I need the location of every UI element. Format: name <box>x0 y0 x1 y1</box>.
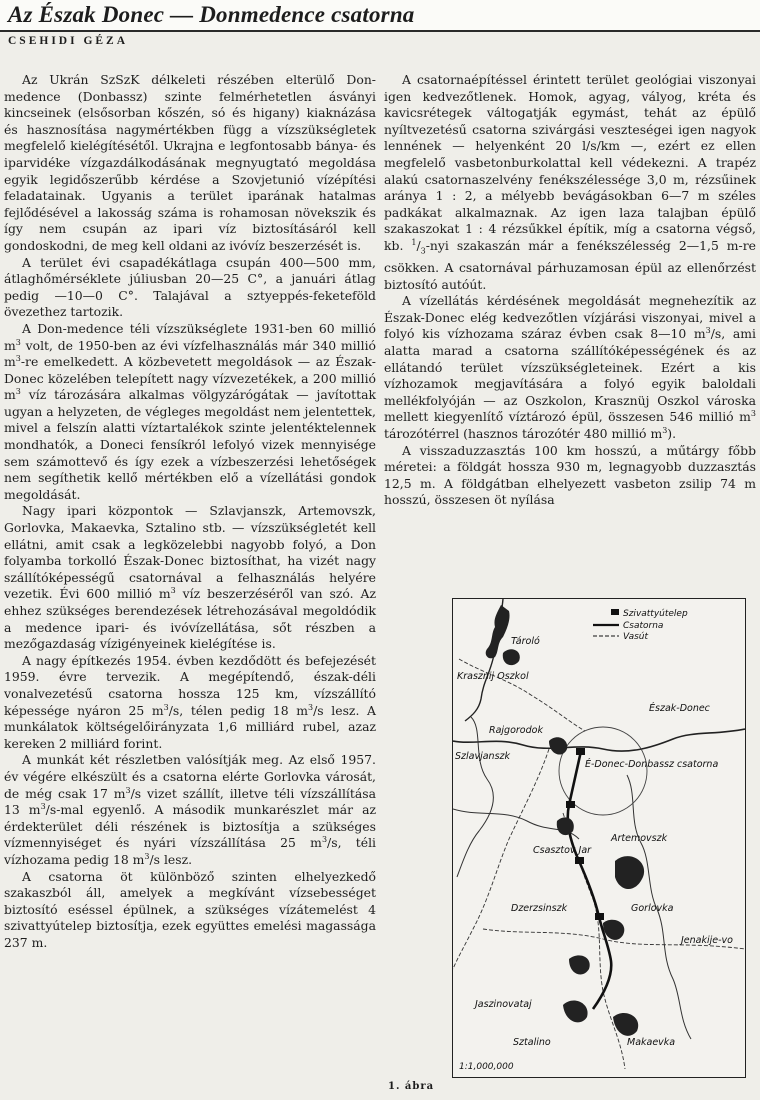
right-column <box>384 72 756 509</box>
canal-map <box>453 599 745 1077</box>
place-label: Dzerzsinszk <box>511 903 568 914</box>
article-title: Az Észak Donec — Donmedence csatorna <box>8 2 415 27</box>
place-label: Krasznij Oszkol <box>457 671 529 682</box>
legend-label: Szivattyútelep <box>623 609 688 619</box>
place-label: Tároló <box>511 636 540 647</box>
city-shape <box>563 1001 588 1023</box>
place-label: Jaszinovataj <box>475 999 532 1010</box>
paragraph: A Don-medence téli vízszükséglete 1931-ben 60 millió $m^3$ volt, de 1950-ben az évi vízfelhasználás már 340 millió $m^3-re$ emelkedett. A közbevetett megoldások — az Észak-Donec közelében telepített nagy vízvezetékek, a 200 millió $m^3$ víz tározására alkalmas völgyzárógátak — javítottak ugyan a helyzeten, de végleges megoldást nem jelentettek, mivel a felszín alatti víztartalékok szinte jelentéktelennek mondhatók, a Doneci fensíkról lefolyó vizek mennyisége sem számottevő és így ezek a vízbeszerzési lehetőségek nem segíthetik kellő mértékben elő a vízellátási gondok megoldását. <box>4 320 376 502</box>
pump-station-icon <box>576 748 585 755</box>
place-label: Makaevka <box>627 1037 676 1048</box>
pump-station-icon <box>595 913 604 920</box>
paragraph: A munkát két részletben valósítják meg. Az első 1957. év végére elkészült és a csatorna elérte Gorlovka városát, de még csak 17 $m^3/s$ vizet szállít, illetve téli vízszállítása 13 $m^3/s$-mal egyenlő. A második munkarészlet már az érdekterület déli részének is biztosítja a szükséges vízmennyiséget és nyári vízszállítása 25 $m^3/s$, téli vízhozama pedig 18 $m^3/s$ lesz. <box>4 752 376 867</box>
paragraph: A vízellátás kérdésének megoldását megnehezítik az Észak-Donec elég kedvezőtlen vízjárási viszonyai, mivel a folyó kis vízhozama száraz évben csak 8—10 $m^3/s$, ami alatta marad a csatorna szállítóképességének és az ellátandó terület vízszükségleteinek. Ezért a kis vízhozamok megjavítására a folyó egyik baloldali mellékfolyóján — az Oszkolon, Krasznüj Oszkol városka mellett kiegyenlítő víztározó épül, összesen 546 millió $m^3$ tározótérrel (hasznos tározótér 480 millió $m^3$). <box>384 293 756 441</box>
pump-station-icon <box>566 801 575 808</box>
city-shape <box>613 1013 638 1036</box>
figure-caption: 1. ábra <box>388 1081 435 1092</box>
pump-station-symbol <box>611 609 619 615</box>
left-column <box>4 72 376 951</box>
paragraph: A terület évi csapadékátlaga csupán 400—500 mm, átlaghőmérséklete júliusban 20—25 C°, a januári átlag pedig —10—0 C°. Talajával a sztyeppés-feketeföld övezethez tartozik. <box>4 254 376 320</box>
place-label: Szlavjanszk <box>455 751 511 762</box>
title-bar <box>0 0 760 32</box>
paragraph: Az Ukrán SzSzK délkeleti részében elterülő Don-medence (Donbassz) szinte felmérhetetlen ásványi kincseinek (elsősorban kőszén, só és higany) kiaknázása és hasznosítása nagymértékben függ a vízszükségletek megfelelő kielégítésétől. Ukrajna e legfontosabb bánya- és iparvidéke vízgazdálkodásának megnyugtató megoldása egyik legidőszerűbb kérdése a Szovjetunió vízépítési feladatainak. Ugyanis a terület iparának hatalmas fejlődésével a lakosság száma is rohamosan növekszik és így nem csupán az ipari víz biztosításáról kell gondoskodni, de meg kell oldani az ivóvíz beszerzését is. <box>4 72 376 253</box>
city-shape <box>503 649 520 665</box>
railway-line <box>459 659 585 731</box>
legend-label: Csatorna <box>623 621 664 631</box>
place-label: Észak-Donec <box>649 703 710 714</box>
paragraph: A csatornaépítéssel érintett terület geológiai viszonyai igen kedvezőtlenek. Homok, agyag, vályog, kréta és kavicsrétegek váltogatják egymást, tehát az épülő nyíltvezetésű csatorna szivárgási veszteségei igen nagyok lennének — helyenként 20 l/s/km —, ezért ez ellen megfelelő vasbetonburkolattal kell védekezni. A trapéz alakú csatornaszelvény fenékszélessége 3,0 m, rézsűinek aránya 1 : 2, a mélyebb bevágásokban 6—7 m széles padkákat alkalmaznak. Az igen laza talajban épülő szakaszokat 1 : 4 rézsűkkel építik, míg a csatorna végső, kb. $^1/_3$-nyi szakaszán már a fenékszélesség 2—1,5 m-re csökken. A csatornával párhuzamosan épül az ellenőrzést biztosító autóút. <box>384 72 756 292</box>
paragraph: A visszaduzzasztás 100 km hosszú, a műtárgy főbb méretei: a földgát hossza 930 m, legnagyobb duzzasztás 12,5 m. A földgátban elhelyezett vasbeton zsilip 74 m hosszú, összesen öt nyílása <box>384 442 756 508</box>
place-label: É-Donec-Donbassz csatorna <box>585 759 719 770</box>
canal-map-figure <box>452 598 746 1078</box>
paragraph: Nagy ipari központok — Szlavjanszk, Artemovszk, Gorlovka, Makaevka, Sztalino stb. — vízszükségletét kell ellátni, amit csak a legközelebbi nagyobb folyó, a Don folyamba torkolló Észak-Donec biztosíthat, ha vizét nagy szállítóképességű csatornával a felhasználás helyére vezetik. Évi 600 millió $m^3$ víz beszerzéséről van szó. Az ehhez szükséges berendezések létrehozásával megoldódik a medence ipari- és ivóvízellátása, sőt részben a mezőgazdaság vízigényeinek kielégítése is. <box>4 503 376 652</box>
city-shape <box>549 737 567 754</box>
railway-line <box>453 749 549 969</box>
place-label: Jenakije-vo <box>681 935 733 946</box>
city-shape <box>615 856 644 889</box>
place-label: Gorlovka <box>631 903 674 914</box>
paragraph: A csatorna öt különböző szinten elhelyezkedő szakaszból áll, amelyek a megkívánt vízsebességet biztosító eséssel épülnek, a szükséges vízátemelést 4 szivattyútelep biztosítja, ezek együttes emelési magassága 237 m. <box>4 868 376 950</box>
city-shape <box>569 955 590 974</box>
place-label: Sztalino <box>513 1037 551 1048</box>
map-scale: 1:1,000,000 <box>459 1062 514 1072</box>
article-author: CSEHIDI GÉZA <box>8 35 129 47</box>
place-label: Artemovszk <box>611 833 668 844</box>
pump-station-icon <box>575 857 584 864</box>
paragraph: A nagy építkezés 1954. évben kezdődött és befejezését 1959. évre tervezik. A megépítendő, észak-déli vonalvezetésű csatorna hossza 125 km, vízszállító képessége nyáron 25 $m^3/s$, télen pedig 18 $m^3/s$ lesz. A munkálatok költségelőirányzata 1,6 milliárd rubel, azaz kereken 2 milliárd forint. <box>4 652 377 751</box>
place-label: Csasztov Jar <box>533 845 592 856</box>
legend-label: Vasút <box>623 632 649 642</box>
map-legend <box>593 609 688 642</box>
place-label: Rajgorodok <box>489 725 543 736</box>
city-shape <box>557 817 574 835</box>
